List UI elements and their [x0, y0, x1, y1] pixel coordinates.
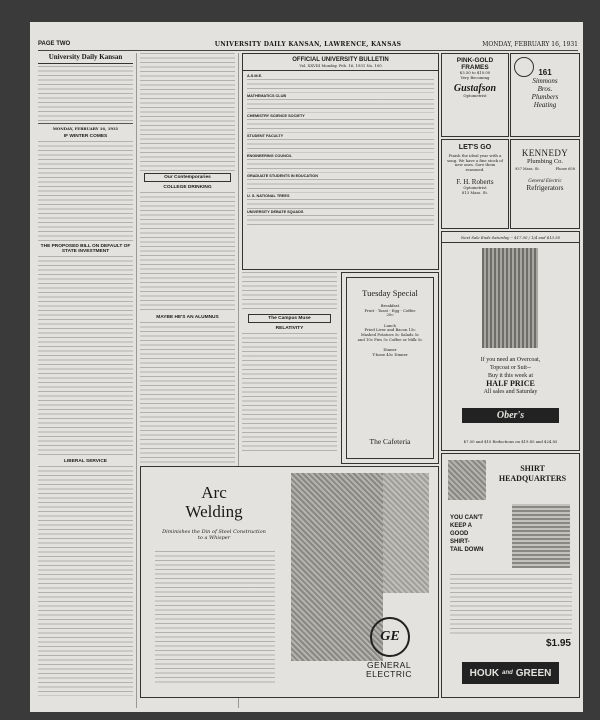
editorial-text-2 — [38, 256, 133, 456]
roberts-sub: Optometrist — [463, 185, 487, 191]
column-text-5 — [242, 272, 337, 312]
bulletin-item: A.S.M.E. — [247, 74, 263, 78]
editorial-nameplate: University Daily Kansan — [48, 53, 123, 61]
column-text-1 — [140, 53, 235, 171]
kennedy-line-1: General Electric — [528, 179, 562, 184]
ge-brand-1: GENERAL — [366, 660, 412, 670]
roberts-name: F. H. Roberts — [456, 178, 494, 187]
gustafson-name: Gustafson — [453, 83, 497, 95]
contemporaries-heading: Our Contemporaries — [164, 175, 211, 180]
bulletin-text — [247, 215, 434, 225]
phone-icon — [514, 57, 534, 77]
bulletin-item: GRADUATE STUDENTS IN EDUCATION — [247, 174, 318, 178]
shirt-headquarters-ad — [441, 453, 580, 698]
campus-muse-column — [242, 272, 337, 462]
poem-title: RELATIVITY — [275, 326, 304, 331]
obers-body-2: Topcoat or Suit-- — [490, 365, 531, 371]
kennedy-title-2: Plumbing Co. — [526, 158, 564, 165]
editorial-column — [38, 53, 133, 708]
shirt-tag-2: KEEP A — [450, 523, 473, 529]
cafeteria-name: The Cafeteria — [369, 437, 411, 446]
column-text-2 — [140, 192, 235, 312]
arc-body-text — [155, 551, 275, 686]
houk-green-logo — [462, 662, 559, 684]
shirt-figures — [448, 460, 486, 500]
campus-muse-heading: The Campus Muse — [268, 316, 311, 321]
alumnus-heading: MAYBE HE'S AN ALUMNUS — [156, 315, 219, 320]
kennedy-plumbing-ad — [510, 139, 580, 229]
bulletin-item: CHEMISTRY SCIENCE SOCIETY — [247, 114, 305, 118]
breakfast-label: Breakfast — [380, 303, 400, 308]
shirt-tag-1: YOU CAN'T — [450, 515, 483, 521]
official-bulletin — [242, 53, 439, 270]
simmons-name-1: Simmons — [532, 77, 558, 85]
houk-brand-3: GREEN — [515, 667, 552, 679]
bulletin-text — [247, 99, 434, 113]
editorial-heading-3: LIBERAL SERVICE — [63, 459, 107, 464]
bulletin-text — [247, 179, 434, 193]
simmons-phone: 161 — [538, 68, 552, 77]
lets-go-title: LET'S GO — [458, 144, 492, 151]
obers-footer: $7.50 and $10 Reductions on $19.85 and $24.85 — [463, 439, 558, 444]
masthead: UNIVERSITY DAILY KANSAN, LAWRENCE, KANSAS — [214, 41, 402, 48]
bulletin-item: STUDENT FACULTY — [247, 134, 284, 138]
shirt-title-1: SHIRT — [520, 464, 545, 473]
editorial-text-3 — [38, 466, 133, 696]
ge-brand-2: ELECTRIC — [365, 669, 413, 679]
bulletin-text — [247, 159, 434, 173]
lunch-items: Fried Liver and Bacon 15c Mashed Potatoes 5c Salads 5c and 10c Pies 5c Coffee or Milk 5c — [357, 327, 423, 342]
obers-body-5: All sales and Saturday — [483, 389, 538, 395]
houk-brand-1: HOUK — [469, 667, 500, 679]
simmons-name-4: Heating — [533, 101, 557, 109]
kennedy-line-2: Refrigerators — [526, 184, 564, 192]
lunch-label: Lunch — [384, 322, 396, 328]
kennedy-addr: 937 Mass. St. — [515, 167, 540, 171]
bulletin-text — [247, 119, 434, 133]
college-drinking-heading: COLLEGE DRINKING — [163, 185, 212, 190]
poem-text — [242, 333, 337, 453]
obers-body-1: If you need an Overcoat, — [480, 357, 541, 363]
obers-brand: Ober's — [462, 408, 559, 423]
column-rule — [136, 53, 137, 708]
bulletin-title: OFFICIAL UNIVERSITY BULLETIN — [292, 57, 389, 63]
page-label: PAGE TWO — [38, 41, 71, 47]
bulletin-meta: Vol. XXVIII Monday, Feb. 16, 1931 No. 100 — [243, 63, 438, 71]
newspaper-page — [30, 22, 583, 712]
issue-date: MONDAY, FEBRUARY 16, 1931 — [482, 41, 578, 48]
bulletin-item: UNIVERSITY DEBATE SQUADS — [247, 210, 304, 214]
kennedy-title-1: KENNEDY — [521, 148, 569, 158]
shirt-body-text — [450, 574, 572, 634]
bulletin-text — [247, 79, 434, 93]
obers-top-line: Next Sale Ends Saturday -- $17.50 / 1/4 and $13.50 — [442, 235, 579, 243]
page-header — [38, 39, 578, 51]
overcoat-figure — [482, 248, 538, 348]
obers-body-3: Buy it this week at — [488, 373, 533, 379]
simmons-name-2: Bros. — [537, 85, 553, 93]
dinner-items: T-bone 45c Dinner — [372, 351, 408, 357]
bulletin-text — [247, 199, 434, 209]
obers-ad — [441, 231, 580, 451]
breakfast-items: Fruit - Toast - Egg - Coffee — [364, 307, 416, 313]
pink-gold-title-2: FRAMES — [461, 64, 489, 71]
simmons-name-3: Plumbers — [531, 93, 559, 101]
bulletin-item: U. S. NATIONAL TREES — [247, 194, 290, 198]
houk-brand-2: and — [502, 670, 513, 676]
arc-illustration-building — [291, 473, 383, 661]
pink-gold-title-1: PINK-GOLD — [456, 57, 494, 64]
simmons-bros-ad — [510, 53, 580, 137]
arc-headline-1: Arc — [201, 483, 227, 502]
bulletin-text — [247, 139, 434, 153]
roberts-addr: 813 Mass. St. — [461, 189, 489, 195]
shirt-boy-illustration — [512, 504, 570, 568]
shirt-title-2: HEADQUARTERS — [498, 474, 567, 483]
arc-headline-2: Welding — [185, 502, 243, 521]
bulletin-item: ENGINEERING COUNCIL — [247, 154, 292, 158]
column-text-3 — [140, 322, 235, 467]
breakfast-price: 20c — [386, 312, 394, 318]
lets-go-ad — [441, 139, 509, 229]
pink-gold-tagline: Very Becoming — [460, 74, 490, 80]
shirt-price: $1.95 — [545, 638, 571, 649]
lets-go-body: Finish the ideal year with a song. We have a fine stock of new ones. Sore them reasoned. — [447, 153, 503, 172]
kennedy-phone: Phone 658 — [555, 167, 575, 171]
arc-welding-ad — [140, 466, 439, 698]
editorial-heading-1: IF WINTER COMES — [63, 134, 108, 139]
ge-logo: GE — [370, 617, 410, 657]
tuesday-special-title: Tuesday Special — [362, 288, 418, 298]
dinner-label: Dinner — [383, 347, 397, 353]
gustafson-subname: Optometrist — [463, 93, 487, 99]
bulletin-item: MATHEMATICS CLUB — [247, 94, 287, 98]
arc-subhead: Diminishes the Din of Steel Construction to a Whisper — [162, 529, 266, 541]
shirt-tag-4: SHIRT- — [450, 539, 470, 545]
shirt-tag-3: GOOD — [450, 531, 469, 537]
staff-box — [38, 66, 133, 121]
tuesday-special-ad — [341, 272, 439, 464]
obers-body-4: HALF PRICE — [486, 379, 535, 388]
pink-gold-price: $3.50 to $10.00 — [459, 70, 491, 75]
editorial-date: MONDAY, FEBRUARY 16, 1931 — [52, 126, 119, 131]
editorial-heading-2: THE PROPOSED BILL ON DEFAULT OF STATE INVESTMENT — [40, 244, 131, 254]
shirt-tag-5: TAIL DOWN — [450, 547, 484, 553]
pink-gold-frames-ad — [441, 53, 509, 137]
editorial-text-1 — [38, 141, 133, 241]
arc-illustration-crane — [383, 473, 429, 593]
